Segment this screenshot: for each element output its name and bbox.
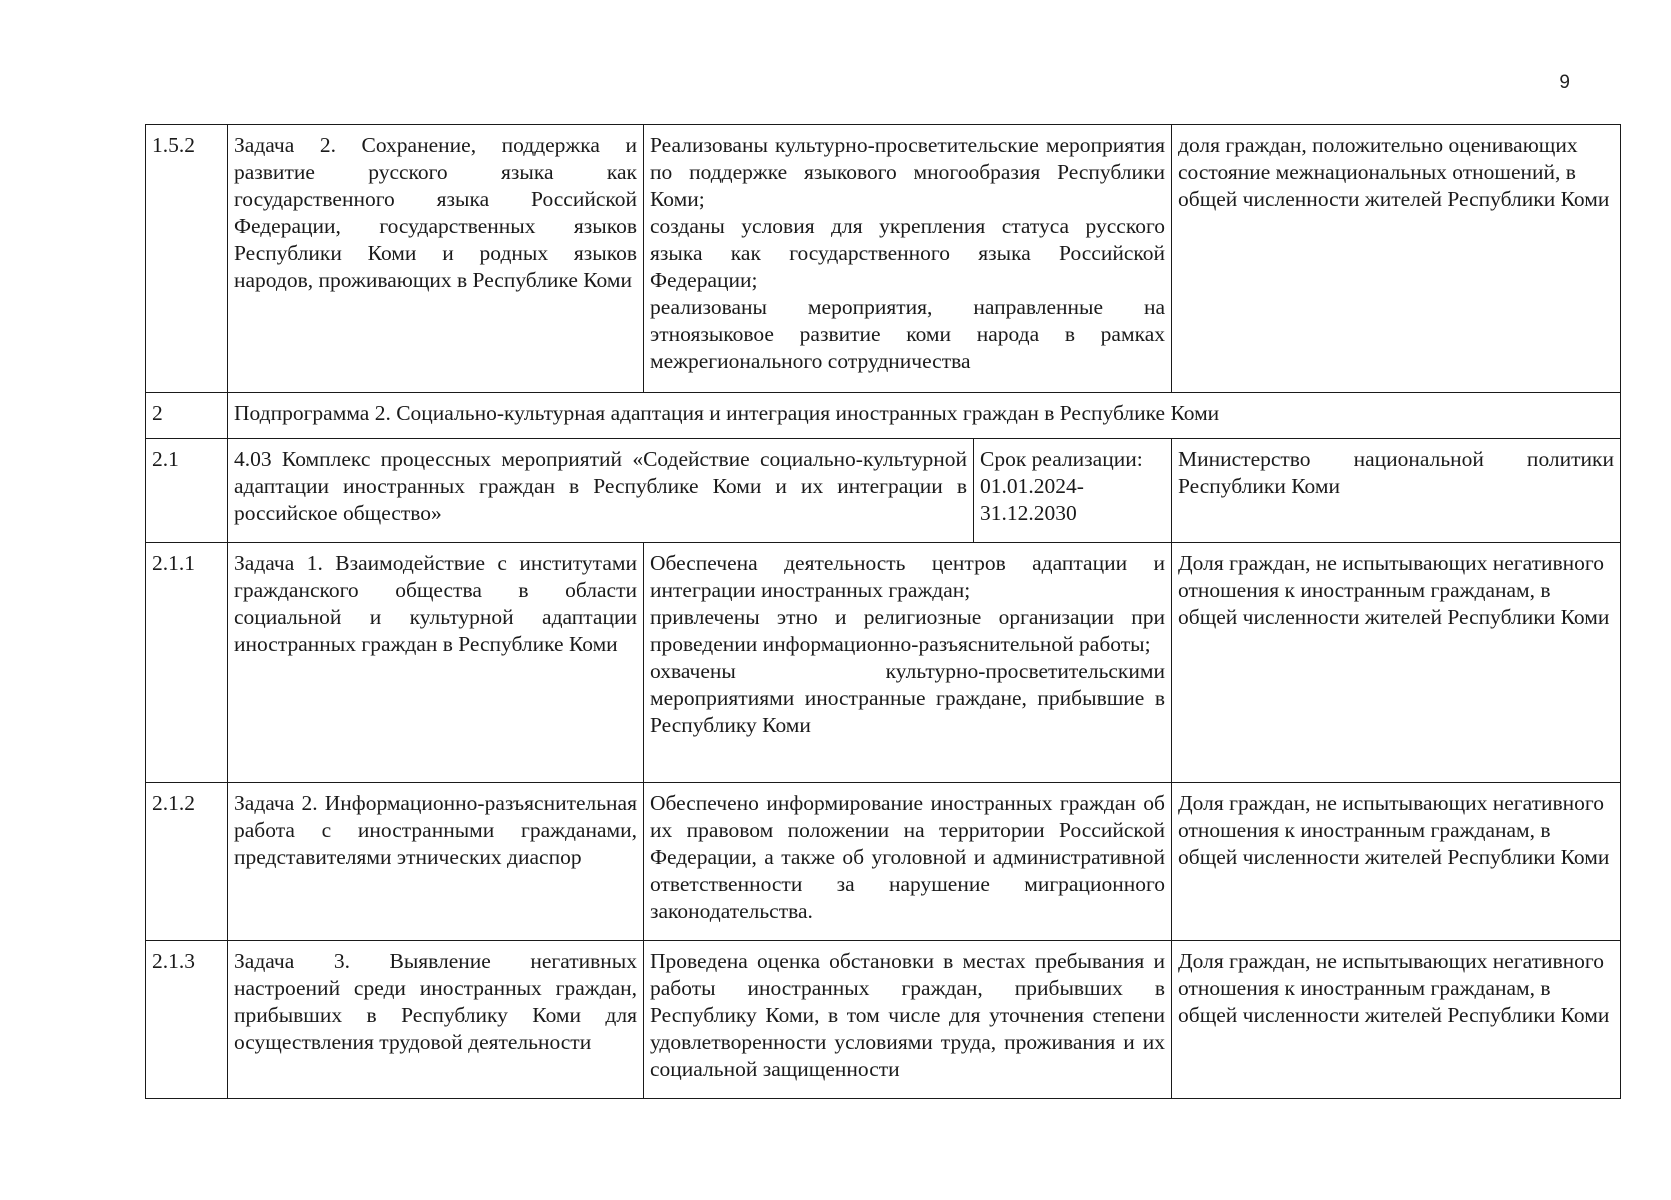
task-cell: Задача 2. Информационно-разъяснительная работа с иностранными гражданами, представителями этнических диаспор bbox=[228, 783, 644, 941]
row-number: 2.1 bbox=[146, 439, 228, 543]
result-item: охвачены культурно-просветительскими мероприятиями иностранные граждане, прибывшие в Республику Коми bbox=[650, 659, 1165, 737]
task-cell: Задача 1. Взаимодействие с институтами гражданского общества в области социальной и культурной адаптации иностранных граждан в Республике Коми bbox=[228, 543, 644, 783]
responsible-cell: Министерство национальной политики Республики Коми bbox=[1172, 439, 1621, 543]
table-row-2-1-3 bbox=[146, 941, 1621, 1099]
table-row-2 bbox=[146, 393, 1621, 439]
task-cell: Задача 3. Выявление негативных настроений среди иностранных граждан, прибывших в Республику Коми для осуществления трудовой деятельности bbox=[228, 941, 644, 1099]
table-row-2-1-1 bbox=[146, 543, 1621, 783]
indicator-cell: Доля граждан, не испытывающих негативного отношения к иностранным гражданам, в общей численности жителей Республики Коми bbox=[1172, 543, 1621, 783]
task-cell: Задача 2. Сохранение, поддержка и развитие русского языка как государственного языка Российской Федерации, государственных языков Республики Коми и родных языков народов, проживающих в Республике Коми bbox=[228, 125, 644, 393]
term-label: Срок реализации: bbox=[980, 447, 1143, 471]
results-cell bbox=[644, 125, 1172, 393]
result-item: созданы условия для укрепления статуса русского языка как государственного языка Российской Федерации; bbox=[650, 214, 1165, 292]
page-number: 9 bbox=[1559, 72, 1570, 93]
row-number: 2.1.1 bbox=[146, 543, 228, 783]
table-row-2-1-2 bbox=[146, 783, 1621, 941]
row-number: 2.1.3 bbox=[146, 941, 228, 1099]
result-item: привлечены этно и религиозные организации при проведении информационно-разъяснительной работы; bbox=[650, 605, 1165, 656]
subprogram-title: Подпрограмма 2. Социально-культурная адаптация и интеграция иностранных граждан в Республике Коми bbox=[228, 393, 1621, 439]
indicator-cell: доля граждан, положительно оценивающих состояние межнациональных отношений, в общей численности жителей Республики Коми bbox=[1172, 125, 1621, 393]
result-item: Обеспечено информирование иностранных граждан об их правовом положении на территории Российской Федерации, а также об уголовной и административной ответственности за нарушение миграционного законодательства. bbox=[650, 791, 1165, 923]
indicator-cell: Доля граждан, не испытывающих негативного отношения к иностранным гражданам, в общей численности жителей Республики Коми bbox=[1172, 941, 1621, 1099]
table-row-2-1 bbox=[146, 439, 1621, 543]
result-item: реализованы мероприятия, направленные на этноязыковое развитие коми народа в рамках межрегионального сотрудничества bbox=[650, 295, 1165, 373]
complex-cell: 4.03 Комплекс процессных мероприятий «Содействие социально-культурной адаптации иностранных граждан в Республике Коми и их интеграции в российское общество» bbox=[228, 439, 974, 543]
term-value: 01.01.2024-31.12.2030 bbox=[980, 474, 1084, 525]
results-cell bbox=[644, 783, 1172, 941]
row-number: 1.5.2 bbox=[146, 125, 228, 393]
row-number: 2 bbox=[146, 393, 228, 439]
results-cell bbox=[644, 543, 1172, 783]
result-item: Проведена оценка обстановки в местах пребывания и работы иностранных граждан, прибывших в Республику Коми, в том числе для уточнения степени удовлетворенности условиями труда, проживания и их социальной защищенности bbox=[650, 949, 1165, 1081]
results-cell bbox=[644, 941, 1172, 1099]
row-number: 2.1.2 bbox=[146, 783, 228, 941]
result-item: Реализованы культурно-просветительские мероприятия по поддержке языкового многообразия Республики Коми; bbox=[650, 133, 1165, 211]
program-table bbox=[145, 124, 1621, 1099]
indicator-cell: Доля граждан, не испытывающих негативного отношения к иностранным гражданам, в общей численности жителей Республики Коми bbox=[1172, 783, 1621, 941]
term-cell bbox=[974, 439, 1172, 543]
result-item: Обеспечена деятельность центров адаптации и интеграции иностранных граждан; bbox=[650, 551, 1165, 602]
table-row-1-5-2 bbox=[146, 125, 1621, 393]
